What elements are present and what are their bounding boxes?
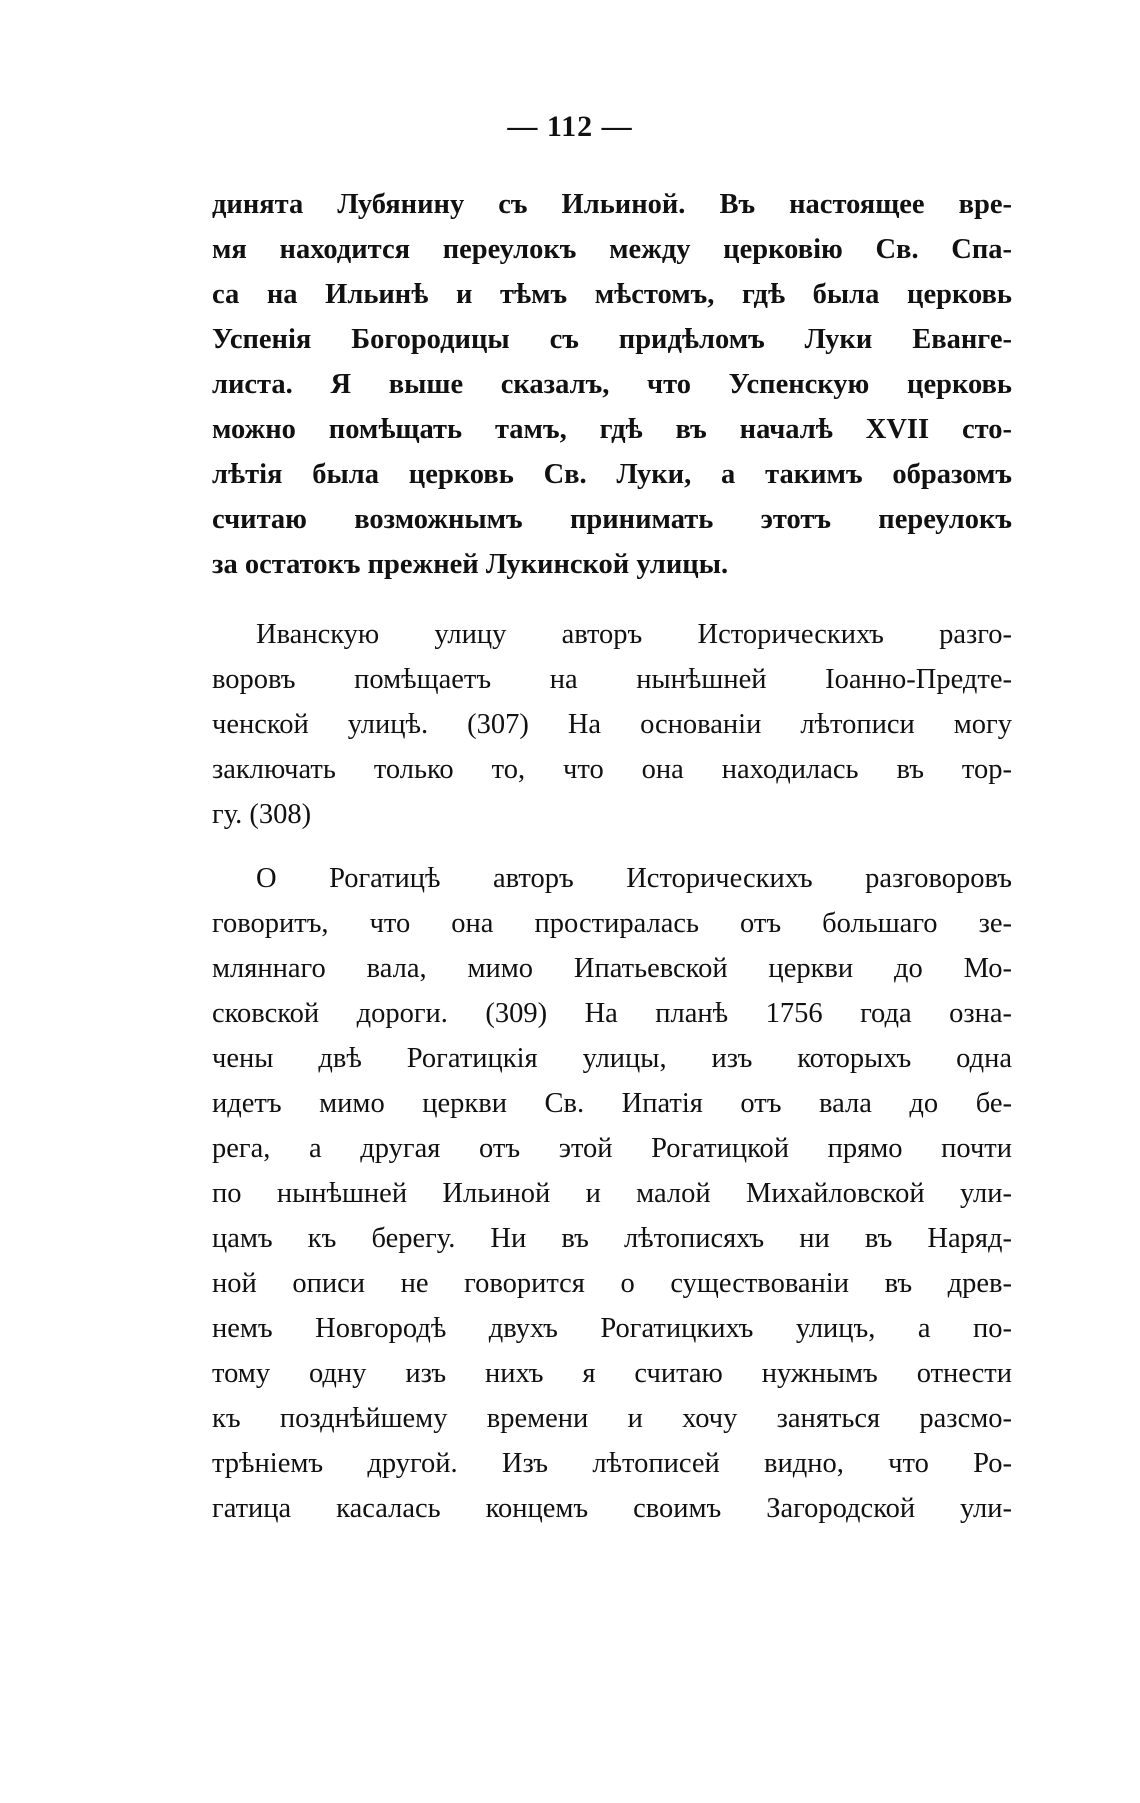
- text-line: лѣтія была церковь Св. Луки, а такимъ образомъ: [212, 459, 1012, 490]
- text-line: можно помѣщать тамъ, гдѣ въ началѣ XVII сто-: [212, 414, 1012, 445]
- text-line: воровъ помѣщаетъ на нынѣшней Іоанно-Предте-: [212, 664, 1012, 695]
- text-line: трѣніемъ другой. Изъ лѣтописей видно, что Ро-: [212, 1448, 1012, 1479]
- text-line: къ позднѣйшему времени и хочу заняться разсмо-: [212, 1403, 1012, 1434]
- text-line: немъ Новгородѣ двухъ Рогатицкихъ улицъ, а по-: [212, 1313, 1012, 1344]
- text-line: по нынѣшней Ильиной и малой Михайловской ули-: [212, 1178, 1012, 1209]
- text-line: чены двѣ Рогатицкія улицы, изъ которыхъ одна: [212, 1043, 1012, 1074]
- page-number: — 112 —: [507, 110, 633, 143]
- text-line: гу. (308): [212, 799, 312, 830]
- text-line: са на Ильинѣ и тѣмъ мѣстомъ, гдѣ была церковь: [212, 279, 1012, 310]
- text-line: идетъ мимо церкви Св. Ипатія отъ вала до бе-: [212, 1088, 1012, 1119]
- text-line: динята Лубянину съ Ильиной. Въ настоящее вре-: [212, 189, 1012, 220]
- text-line: Успенія Богородицы съ придѣломъ Луки Еванге-: [212, 324, 1012, 355]
- text-line: Иванскую улицу авторъ Историческихъ разго-: [256, 619, 1012, 650]
- paragraph-1: [212, 182, 1012, 587]
- text-line: рега, а другая отъ этой Рогатицкой прямо почти: [212, 1133, 1012, 1164]
- text-line: гатица касалась концемъ своимъ Загородской ули-: [212, 1493, 1012, 1524]
- text-line: говоритъ, что она простиралась отъ большаго зе-: [212, 908, 1012, 939]
- paragraph-2: [212, 612, 1012, 837]
- text-line: заключать только то, что она находилась въ тор-: [212, 754, 1012, 785]
- paragraph-3: [212, 856, 1012, 1531]
- text-line: ченской улицѣ. (307) На основаніи лѣтописи могу: [212, 709, 1012, 740]
- text-line: цамъ къ берегу. Ни въ лѣтописяхъ ни въ Наряд-: [212, 1223, 1012, 1254]
- text-line: сковской дороги. (309) На планѣ 1756 года озна-: [212, 998, 1012, 1029]
- text-line: мя находится переулокъ между церковію Св. Спа-: [212, 234, 1012, 265]
- text-line: за остатокъ прежней Лукинской улицы.: [212, 549, 729, 580]
- text-line: тому одну изъ нихъ я считаю нужнымъ отнести: [212, 1358, 1012, 1389]
- text-line: считаю возможнымъ принимать этотъ переулокъ: [212, 504, 1012, 535]
- text-line: мляннаго вала, мимо Ипатьевской церкви до Мо-: [212, 953, 1012, 984]
- text-line: ной описи не говорится о существованіи въ древ-: [212, 1268, 1012, 1299]
- text-line: листа. Я выше сказалъ, что Успенскую церковь: [212, 369, 1012, 400]
- text-line: О Рогатицѣ авторъ Историческихъ разговоровъ: [256, 863, 1012, 894]
